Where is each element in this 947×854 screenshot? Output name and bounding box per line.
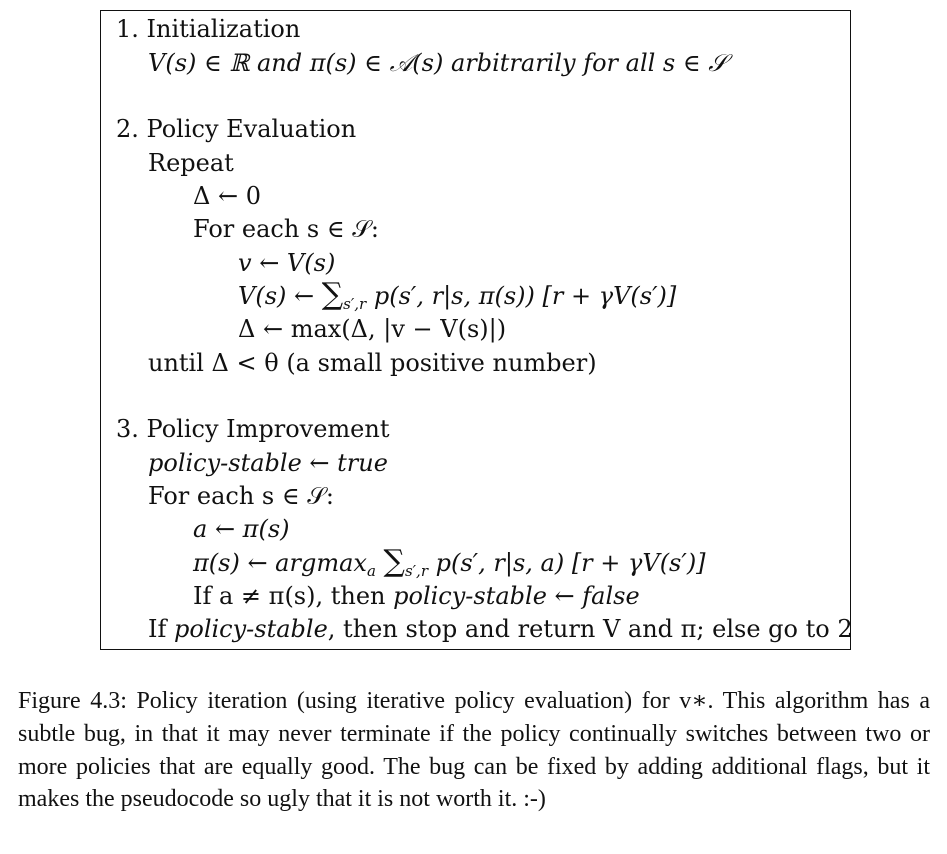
final-if: If [148,615,174,643]
section-heading-initialization: 1. Initialization [116,15,301,43]
final-policy-stable: policy-stable [174,615,328,643]
algorithm-box [100,10,851,650]
section-heading-policy-improvement: 3. Policy Improvement [116,415,390,443]
repeat-keyword: Repeat [148,149,234,177]
for-each-state-line: For each s ∈ 𝒮: [193,215,379,243]
figure-caption: Figure 4.3: Policy iteration (using iterative policy evaluation) for v∗. This algorithm has a subtle bug, in that it may never terminate if the policy continually switches between two or more policies that are equally good. The bug can be fixed by adding additional flags, but it makes the pseudocode so ugly that it is not worth it. :-) [18,688,930,813]
pi-rhs: p(s′, r|s, a) [r + γV(s′)] [428,549,706,577]
if-changed-line [193,581,640,611]
v-assign-line: v ← V(s) [238,249,336,277]
if-changed-post: policy-stable ← false [393,582,640,610]
sum-symbol: ∑ [383,544,405,579]
a-assign-line: a ← π(s) [193,515,290,543]
update-lhs: V(s) ← [238,282,322,310]
until-line: until Δ < θ (a small positive number) [148,349,597,377]
improve-for-each-line: For each s ∈ 𝒮: [148,482,334,510]
update-rhs: p(s′, r|s, π(s)) [r + γV(s′)] [366,282,677,310]
initialization-line: V(s) ∈ ℝ and π(s) ∈ 𝒜(s) arbitrarily for all s ∈ 𝒮 [148,49,727,77]
sum-symbol: ∑ [321,277,344,312]
delta-init-line: Δ ← 0 [193,182,261,210]
sum-index: s′,r [343,295,367,313]
sum-index: s′,r [404,562,428,580]
argmax-subscript: a [366,562,376,580]
stable-init-line: policy-stable ← true [148,449,388,477]
pi-lhs: π(s) ← argmax [193,549,367,577]
if-changed-pre: If a ≠ π(s), then [193,582,394,610]
final-line [148,614,853,644]
section-heading-policy-evaluation: 2. Policy Evaluation [116,115,357,143]
final-rest: , then stop and return V and π; else go to 2 [327,615,853,643]
delta-update-line: Δ ← max(Δ, |v − V(s)|) [238,315,507,343]
